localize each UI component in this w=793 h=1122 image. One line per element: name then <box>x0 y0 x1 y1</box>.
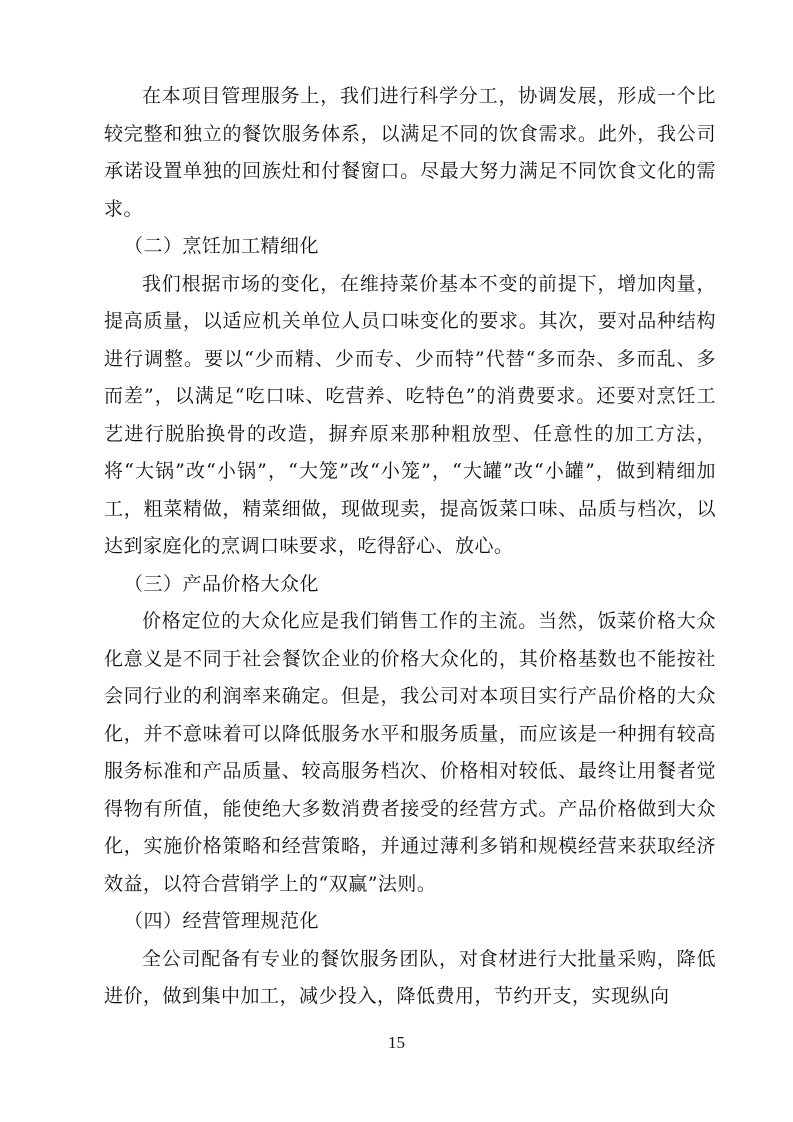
paragraph-cooking: 我们根据市场的变化，在维持菜价基本不变的前提下，增加肉量，提高质量，以适应机关单位人员口味变化的要求。其次，要对品种结构进行调整。要以“少而精、少而专、少而特”代替“多而杂、多而乱、多而差”，以满足“吃口味、吃营养、吃特色”的消费要求。还要对烹饪工艺进行脱胎换骨的改造，摒弃原来那种粗放型、任意性的加工方法，将“大锅”改“小锅”，“大笼”改“小笼”，“大罐”改“小罐”，做到精细加工，粗菜精做，精菜细做，现做现卖，提高饭菜口味、品质与档次，以达到家庭化的烹调口味要求，吃得舒心、放心。 <box>104 272 716 557</box>
section-heading-pricing: （三）产品价格大众化 <box>124 572 320 595</box>
paragraph-pricing: 价格定位的大众化应是我们销售工作的主流。当然，饭菜价格大众化意义是不同于社会餐饮企业的价格大众化的，其价格基数也不能按社会同行业的利润率来确定。但是，我公司对本项目实行产品价格的大众化，并不意味着可以降低服务水平和服务质量，而应该是一种拥有较高服务标准和产品质量、较高服务档次、价格相对较低、最终让用餐者觉得物有所值，能使绝大多数消费者接受的经营方式。产品价格做到大众化，实施价格策略和经营策略，并通过薄利多销和规模经营来获取经济效益，以符合营销学上的“双赢”法则。 <box>104 610 716 895</box>
document-body <box>104 78 716 1016</box>
paragraph-management: 全公司配备有专业的餐饮服务团队，对食材进行大批量采购，降低进价，做到集中加工，减少投入，降低费用，节约开支，实现纵向 <box>104 947 716 1007</box>
page-number: 15 <box>388 1033 405 1052</box>
paragraph-service-system: 在本项目管理服务上，我们进行科学分工，协调发展，形成一个比较完整和独立的餐饮服务体系，以满足不同的饮食需求。此外，我公司承诺设置单独的回族灶和付餐窗口。尽最大努力满足不同饮食文化的需求。 <box>104 85 716 220</box>
section-heading-cooking: （二）烹饪加工精细化 <box>124 235 320 257</box>
section-heading-management: （四）经营管理规范化 <box>124 910 320 932</box>
